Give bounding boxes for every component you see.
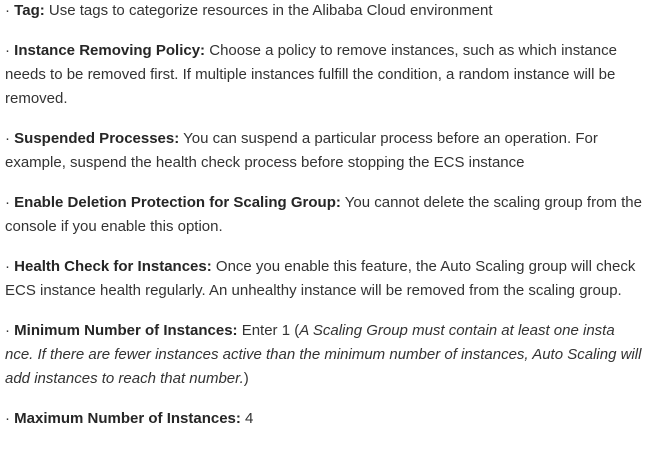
- desc-minimum-instances: Enter 1 (: [237, 322, 300, 339]
- list-item-minimum-instances: [5, 319, 645, 391]
- bullet: ·: [5, 42, 10, 59]
- list-item-health-check: [5, 255, 645, 303]
- desc-deletion-protection: You cannot delete the scaling group from the console if you enable this option.: [5, 194, 642, 235]
- term-deletion-protection: Enable Deletion Protection for Scaling Group:: [14, 194, 341, 211]
- bullet: ·: [5, 130, 10, 147]
- list-item-maximum-instances: [5, 407, 645, 431]
- desc-minimum-instances-close: ): [243, 370, 249, 387]
- desc-maximum-instances: 4: [240, 410, 254, 427]
- term-health-check: Health Check for Instances:: [14, 258, 212, 275]
- bullet: ·: [5, 258, 10, 275]
- list-item-instance-removing-policy: [5, 39, 645, 111]
- term-minimum-instances: Minimum Number of Instances:: [14, 322, 238, 339]
- list-item-suspended-processes: [5, 127, 645, 175]
- list-item-tag: [5, 0, 645, 23]
- bullet: ·: [5, 410, 10, 427]
- desc-minimum-instances-note: A Scaling Group must contain at least one insta nce. If there are fewer instances active than the minimum number of instances, Auto Scaling will add instances to reach that number.: [5, 322, 642, 387]
- desc-instance-removing-policy: Choose a policy to remove instances, such as which instance needs to be removed first. If multiple instances fulfill the condition, a random instance will be removed.: [5, 42, 617, 107]
- bullet: ·: [5, 2, 10, 19]
- bullet: ·: [5, 322, 10, 339]
- term-tag: Tag:: [14, 2, 45, 19]
- bullet: ·: [5, 194, 10, 211]
- desc-suspended-processes: You can suspend a particular process before an operation. For example, suspend the health check process before stopping the ECS instance: [5, 130, 598, 171]
- term-instance-removing-policy: Instance Removing Policy:: [14, 42, 206, 59]
- list-item-deletion-protection: [5, 191, 645, 239]
- term-suspended-processes: Suspended Processes:: [14, 130, 180, 147]
- desc-tag: Use tags to categorize resources in the Alibaba Cloud environment: [44, 2, 493, 19]
- term-maximum-instances: Maximum Number of Instances:: [14, 410, 241, 427]
- desc-health-check: Once you enable this feature, the Auto Scaling group will check ECS instance health regularly. An unhealthy instance will be removed from the scaling group.: [5, 258, 636, 299]
